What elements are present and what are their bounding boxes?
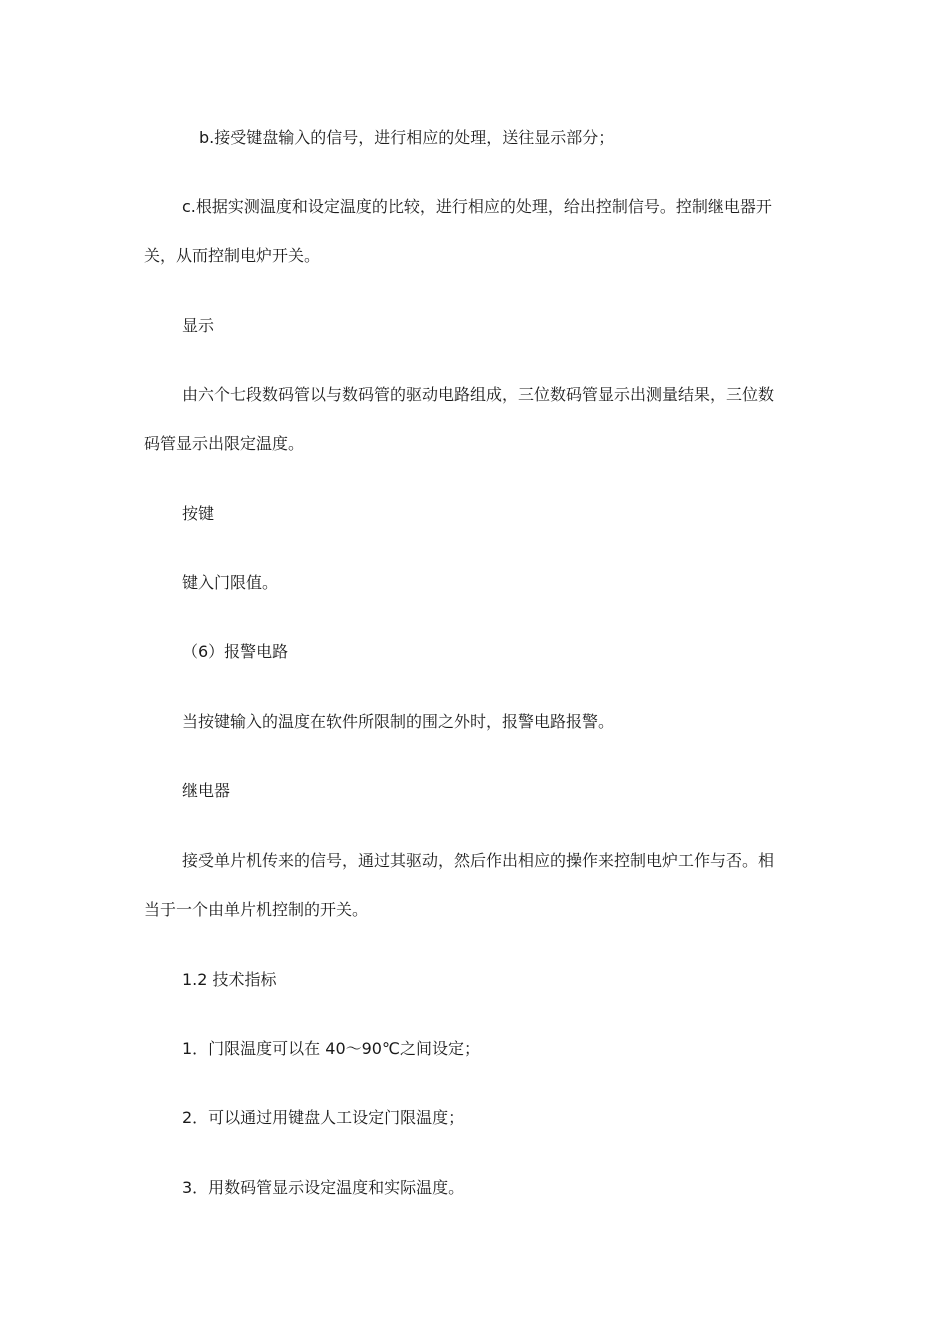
heading-keys: 按键 <box>182 504 215 523</box>
para-relay-line2: 当于一个由单片机控制的开关。 <box>144 900 369 919</box>
spec-item-1: 1．门限温度可以在 40～90℃之间设定； <box>182 1039 480 1058</box>
heading-alarm-circuit: （6）报警电路 <box>182 642 289 661</box>
heading-display: 显示 <box>182 316 215 335</box>
heading-relay: 继电器 <box>182 781 231 800</box>
heading-tech-specs: 1.2 技术指标 <box>182 970 277 989</box>
para-b-keyboard: b.接受键盘输入的信号，进行相应的处理，送往显示部分； <box>199 128 615 147</box>
para-c-compare-line1: c.根据实测温度和设定温度的比较，进行相应的处理，给出控制信号。控制继电器开 <box>182 197 772 216</box>
spec-item-3: 3．用数码管显示设定温度和实际温度。 <box>182 1178 465 1197</box>
para-display-line2: 码管显示出限定温度。 <box>144 434 305 453</box>
para-relay-line1: 接受单片机传来的信号，通过其驱动，然后作出相应的操作来控制电炉工作与否。相 <box>182 851 775 870</box>
spec-item-2: 2．可以通过用键盘人工设定门限温度； <box>182 1108 465 1127</box>
para-c-compare-line2: 关，从而控制电炉开关。 <box>144 246 321 265</box>
para-alarm: 当按键输入的温度在软件所限制的围之外时，报警电路报警。 <box>182 712 615 731</box>
para-display-line1: 由六个七段数码管以与数码管的驱动电路组成，三位数码管显示出测量结果，三位数 <box>182 385 775 404</box>
para-keys: 键入门限值。 <box>182 573 279 592</box>
